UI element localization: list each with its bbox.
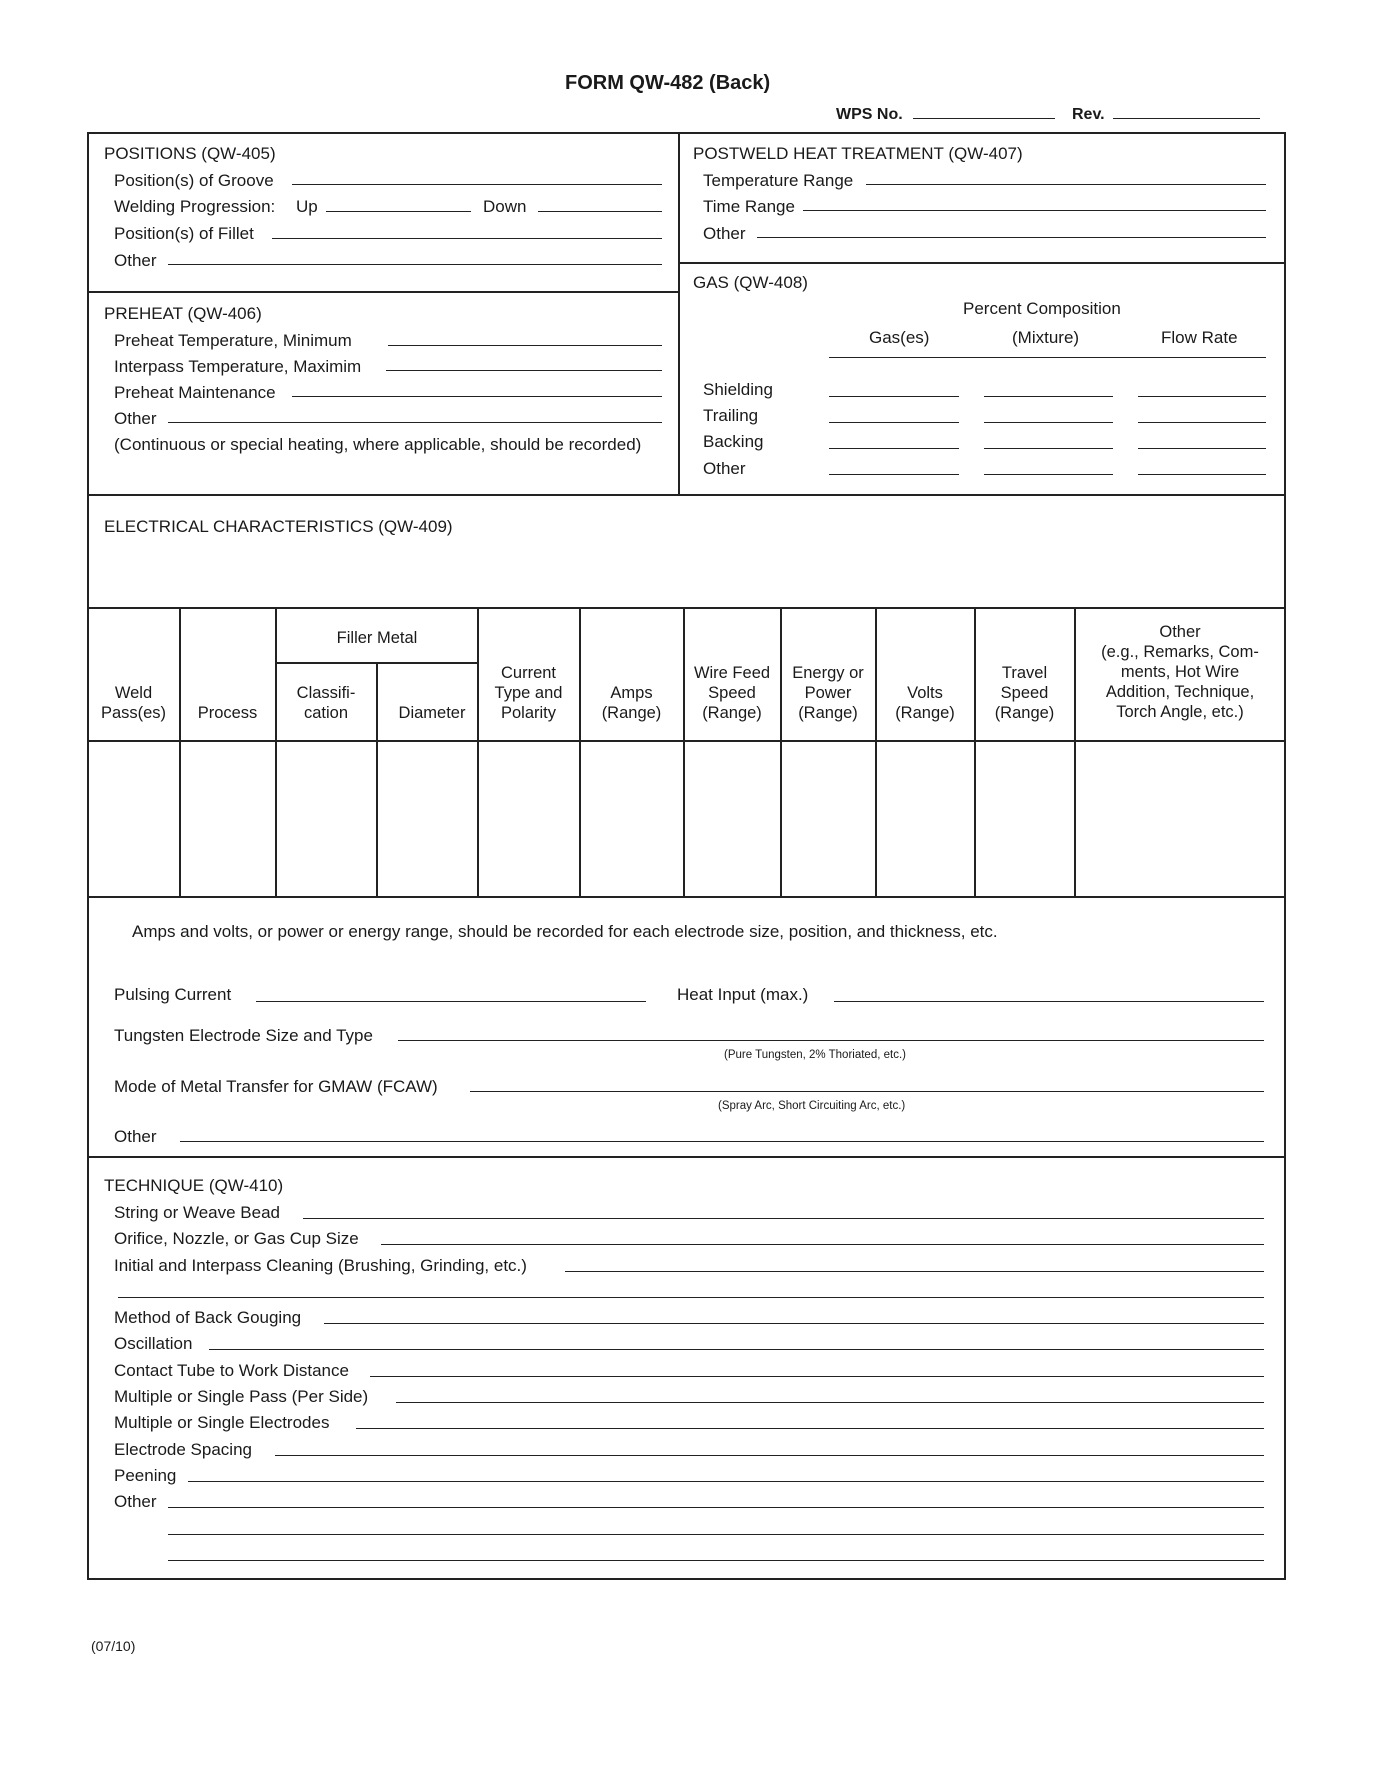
interpass-field[interactable]: [386, 370, 662, 371]
preheat-min-label: Preheat Temperature, Minimum: [114, 331, 352, 350]
technique-other-field-3[interactable]: [168, 1560, 1264, 1561]
orifice-label: Orifice, Nozzle, or Gas Cup Size: [114, 1229, 359, 1248]
fillet-field[interactable]: [272, 238, 662, 239]
percent-composition-label: Percent Composition: [963, 299, 1121, 318]
col-volts: Volts (Range): [895, 684, 955, 722]
col-amps: Amps (Range): [601, 684, 662, 722]
gas-trailing-gases[interactable]: [829, 422, 959, 423]
gas-trailing-flow[interactable]: [1138, 422, 1266, 423]
table-top-divider: [87, 607, 1286, 609]
electrical-other-field[interactable]: [180, 1141, 1264, 1142]
positions-other-field[interactable]: [168, 264, 662, 265]
cleaning-label: Initial and Interpass Cleaning (Brushing, Grinding, etc.): [114, 1256, 527, 1275]
progression-up-label: Up: [296, 197, 318, 216]
gas-shielding-flow[interactable]: [1138, 396, 1266, 397]
col-wire-feed: Wire Feed Speed (Range): [693, 664, 771, 722]
peening-label: Peening: [114, 1466, 177, 1485]
tungsten-hint: (Pure Tungsten, 2% Thoriated, etc.): [724, 1049, 906, 1061]
oscillation-label: Oscillation: [114, 1334, 193, 1353]
fillet-label: Position(s) of Fillet: [114, 224, 254, 243]
progression-up-field[interactable]: [326, 211, 471, 212]
date-code: (07/10): [91, 1638, 136, 1654]
electrodes-label: Multiple or Single Electrodes: [114, 1413, 330, 1432]
pwht-time-label: Time Range: [703, 197, 795, 216]
positions-preheat-divider: [87, 291, 679, 293]
pwht-temp-label: Temperature Range: [703, 171, 854, 190]
positions-heading: POSITIONS (QW-405): [104, 144, 276, 163]
rev-field[interactable]: [1113, 118, 1260, 119]
gas-trailing-mixture[interactable]: [984, 422, 1113, 423]
technique-other-field-2[interactable]: [168, 1534, 1264, 1535]
progression-down-label: Down: [483, 197, 527, 216]
gas-row-label: Trailing: [703, 406, 759, 425]
col-other: Other (e.g., Remarks, Com- ments, Hot Wire Addition, Technique, Torch Angle, etc.): [1101, 623, 1259, 721]
amps-volts-note: Amps and volts, or power or energy range, should be recorded for each electrode size, position, and thickness, etc.: [132, 922, 998, 941]
tungsten-field[interactable]: [398, 1040, 1264, 1041]
pulsing-current-field[interactable]: [256, 1001, 646, 1002]
col-travel-speed: Travel Speed (Range): [994, 664, 1055, 722]
rev-label: Rev.: [1072, 106, 1105, 123]
heat-input-field[interactable]: [834, 1001, 1264, 1002]
table-bottom-divider: [87, 896, 1286, 898]
gas-backing-mixture[interactable]: [984, 448, 1113, 449]
gas-col-gases: Gas(es): [869, 328, 930, 347]
gas-backing-gases[interactable]: [829, 448, 959, 449]
pulsing-current-label: Pulsing Current: [114, 985, 232, 1004]
preheat-heading: PREHEAT (QW-406): [104, 304, 262, 323]
electrodes-field[interactable]: [356, 1428, 1264, 1429]
gas-backing-flow[interactable]: [1138, 448, 1266, 449]
groove-label: Position(s) of Groove: [114, 171, 274, 190]
pwht-other-field[interactable]: [757, 237, 1266, 238]
contact-tube-field[interactable]: [370, 1376, 1264, 1377]
interpass-label: Interpass Temperature, Maximim: [114, 357, 362, 376]
col-current-type: Current Type and Polarity: [494, 664, 563, 722]
positions-other-label: Other: [114, 251, 157, 270]
metal-transfer-field[interactable]: [470, 1091, 1264, 1092]
pwht-time-field[interactable]: [803, 210, 1266, 211]
pass-field[interactable]: [396, 1402, 1264, 1403]
gas-col-mixture: (Mixture): [1012, 328, 1080, 347]
gas-other-mixture[interactable]: [984, 474, 1113, 475]
col-classification: Classifi- cation: [296, 684, 356, 722]
technique-heading: TECHNIQUE (QW-410): [104, 1176, 284, 1195]
oscillation-field[interactable]: [209, 1349, 1264, 1350]
electrical-other-label: Other: [114, 1127, 157, 1146]
metal-transfer-label: Mode of Metal Transfer for GMAW (FCAW): [114, 1077, 438, 1096]
top-column-divider: [678, 132, 680, 495]
gas-row-label: Shielding: [703, 380, 773, 399]
preheat-maint-label: Preheat Maintenance: [114, 383, 276, 402]
technique-other-label: Other: [114, 1492, 157, 1511]
string-weave-label: String or Weave Bead: [114, 1203, 280, 1222]
gas-heading: GAS (QW-408): [693, 273, 808, 292]
technique-top-divider: [87, 1156, 1286, 1158]
pwht-temp-field[interactable]: [866, 184, 1266, 185]
col-weld-passes: Weld Pass(es): [100, 684, 167, 722]
pwht-other-label: Other: [703, 224, 746, 243]
preheat-other-label: Other: [114, 409, 157, 428]
back-gouging-label: Method of Back Gouging: [114, 1308, 302, 1327]
electrical-top-divider: [87, 494, 1286, 496]
col-energy-power: Energy or Power (Range): [792, 664, 864, 722]
gas-shielding-mixture[interactable]: [984, 396, 1113, 397]
col-process: Process: [197, 704, 258, 722]
pwht-gas-divider: [678, 262, 1286, 264]
preheat-maint-field[interactable]: [292, 396, 662, 397]
orifice-field[interactable]: [381, 1244, 1264, 1245]
filler-metal-divider: [275, 662, 478, 664]
gas-other-flow[interactable]: [1138, 474, 1266, 475]
spacing-field[interactable]: [275, 1455, 1264, 1456]
table-header-divider: [87, 740, 1286, 742]
technique-other-field[interactable]: [168, 1507, 1264, 1508]
progression-label: Welding Progression:: [114, 197, 276, 216]
cleaning-field[interactable]: [565, 1271, 1264, 1272]
peening-field[interactable]: [188, 1481, 1264, 1482]
wps-no-field[interactable]: [913, 118, 1055, 119]
contact-tube-label: Contact Tube to Work Distance: [114, 1361, 349, 1380]
back-gouging-field[interactable]: [324, 1323, 1264, 1324]
spacing-label: Electrode Spacing: [114, 1440, 252, 1459]
preheat-note: (Continuous or special heating, where applicable, should be recorded): [114, 435, 642, 454]
preheat-other-field[interactable]: [168, 422, 662, 423]
heat-input-label: Heat Input (max.): [677, 985, 809, 1004]
wps-no-label: WPS No.: [836, 106, 903, 123]
progression-down-field[interactable]: [538, 211, 662, 212]
form-title: FORM QW-482 (Back): [565, 72, 771, 94]
gas-row-label: Other: [703, 459, 746, 478]
groove-field[interactable]: [292, 184, 662, 185]
string-weave-field[interactable]: [303, 1218, 1264, 1219]
gas-shielding-gases[interactable]: [829, 396, 959, 397]
metal-transfer-hint: (Spray Arc, Short Circuiting Arc, etc.): [718, 1100, 906, 1112]
preheat-min-field[interactable]: [388, 345, 662, 346]
col-diameter: Diameter: [398, 704, 466, 722]
cleaning-field-continued[interactable]: [118, 1297, 1264, 1298]
gas-col-flow: Flow Rate: [1161, 328, 1238, 347]
pass-label: Multiple or Single Pass (Per Side): [114, 1387, 369, 1406]
pwht-heading: POSTWELD HEAT TREATMENT (QW-407): [693, 144, 1023, 163]
gas-row-label: Backing: [703, 432, 764, 451]
gas-header-rule: [829, 357, 1266, 358]
tungsten-label: Tungsten Electrode Size and Type: [114, 1026, 373, 1045]
filler-metal-header: Filler Metal: [336, 629, 418, 647]
gas-other-gases[interactable]: [829, 474, 959, 475]
electrical-heading: ELECTRICAL CHARACTERISTICS (QW-409): [104, 517, 453, 536]
electrical-data-row[interactable]: [90, 743, 1284, 895]
